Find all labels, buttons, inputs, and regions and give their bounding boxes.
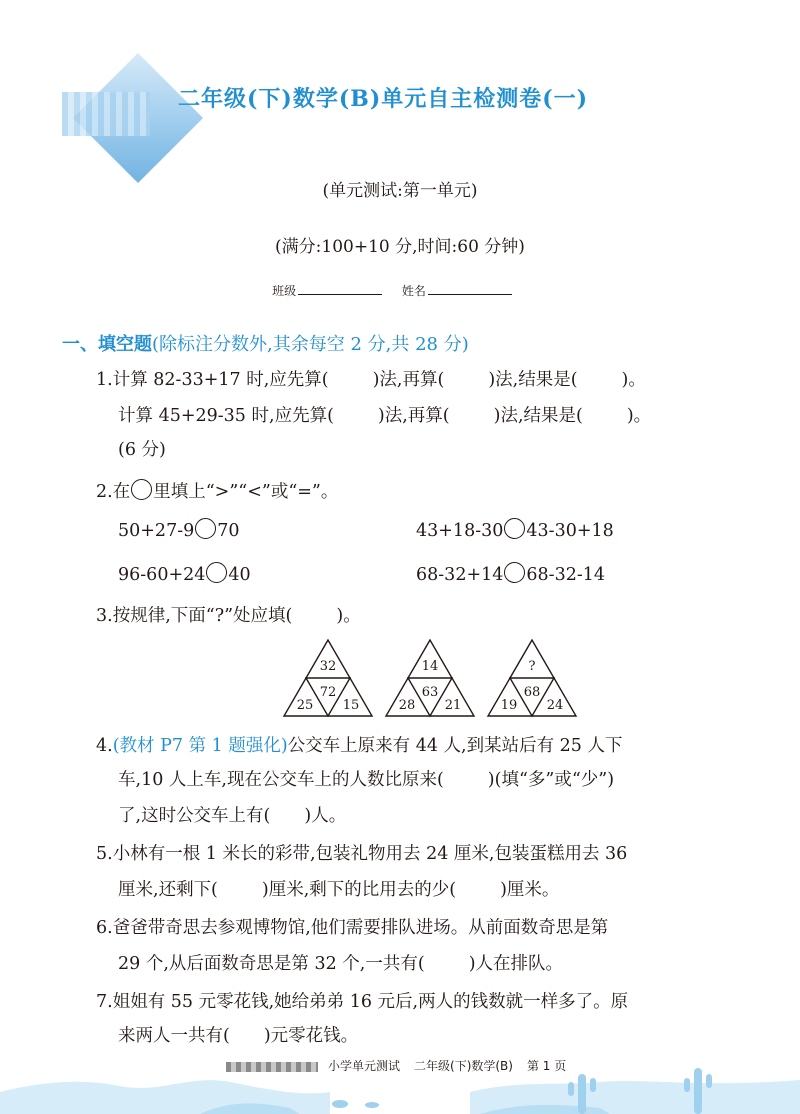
class-field[interactable] — [298, 294, 382, 295]
q4-number: 4. — [96, 736, 113, 756]
q2-item — [118, 518, 240, 541]
q1-score: (6 分) — [118, 440, 166, 460]
q5-text: )厘米。 — [500, 880, 560, 900]
compare-circle[interactable] — [195, 518, 216, 539]
name-label: 姓名 — [401, 284, 426, 298]
q4-text: 了,这时公交车上有( — [118, 806, 271, 826]
section-title: 一、填空题 — [62, 334, 152, 355]
footer-series: 小学单元测试 — [328, 1059, 401, 1073]
q1-text: )法,再算( — [372, 370, 445, 390]
q2-prompt — [96, 478, 338, 503]
q6-text: 29 个,从后面数奇思是第 32 个,一共有( — [118, 954, 425, 974]
compare-left: 50+27-9 — [118, 521, 195, 541]
section-note: (除标注分数外,其余每空 2 分,共 28 分) — [152, 334, 469, 355]
q3-text: )。 — [336, 606, 361, 626]
tri1-top: 32 — [319, 659, 337, 674]
q7-line2 — [118, 1022, 358, 1047]
q2-text: 里填上“>”“<”或“=”。 — [153, 482, 339, 502]
q6-line1: 6.爸爸带奇思去参观博物馆,他们需要排队进场。从前面数奇思是第 — [96, 918, 609, 938]
q1-line1 — [96, 366, 646, 391]
q6-text: )人在排队。 — [468, 954, 564, 974]
compare-left: 43+18-30 — [416, 521, 504, 541]
q4-line3 — [118, 802, 346, 827]
q4-text: 车,10 人上车,现在公交车上的人数比原来( — [118, 770, 444, 790]
tri1-middle: 72 — [319, 685, 337, 700]
compare-right: 70 — [217, 521, 240, 541]
tri2-middle: 63 — [421, 685, 439, 700]
triangle-figures — [280, 636, 580, 720]
q5-line1: 5.小林有一根 1 米长的彩带,包装礼物用去 24 厘米,包装蛋糕用去 36 — [96, 844, 628, 864]
tri1-right: 15 — [342, 698, 360, 713]
q6-line2 — [118, 950, 563, 975]
q4-text: )(填“多”或“少”) — [487, 770, 615, 790]
q1-text: )法,结果是( — [488, 370, 578, 390]
compare-circle[interactable] — [206, 562, 227, 583]
q1-text: )。 — [626, 406, 652, 426]
compare-right: 43-30+18 — [526, 521, 614, 541]
compare-right: 68-32-14 — [526, 565, 606, 585]
q4-text: )人。 — [304, 806, 347, 826]
unit-subtitle: (单元测试:第一单元) — [322, 181, 478, 201]
q2-item — [416, 518, 614, 541]
blurred-publisher — [226, 1062, 318, 1072]
q3-text: 3.按规律,下面“?”处应填( — [96, 606, 293, 626]
compare-left: 96-60+24 — [118, 565, 206, 585]
page-title: 二年级(下)数学(B)单元自主检测卷(一) — [178, 86, 589, 112]
tri3-middle: 68 — [523, 685, 541, 700]
tri2-right: 21 — [444, 698, 462, 713]
student-info — [0, 282, 800, 299]
tri3-right: 24 — [546, 698, 564, 713]
tri3-left: 19 — [500, 698, 518, 713]
q4-line1 — [96, 732, 623, 757]
camel-icon — [332, 1100, 379, 1108]
compare-left: 68-32+14 — [416, 565, 504, 585]
blurred-logo-text — [62, 92, 150, 136]
tri2-top: 14 — [421, 659, 439, 674]
compare-circle[interactable] — [504, 518, 525, 539]
tri1-left: 25 — [296, 698, 314, 713]
tri2-left: 28 — [398, 698, 416, 713]
score-info: (满分:100+10 分,时间:60 分钟) — [275, 237, 525, 257]
q1-text: )。 — [621, 370, 646, 390]
q4-line2 — [118, 766, 614, 791]
page-footer — [328, 1057, 580, 1074]
q7-text: )元零花钱。 — [263, 1026, 359, 1046]
class-label: 班级 — [272, 284, 297, 298]
q5-text: 厘米,还剩下( — [118, 880, 218, 900]
page-number: 第 1 页 — [526, 1059, 567, 1073]
q2-text: 2.在 — [96, 482, 131, 502]
tri3-top: ? — [528, 659, 536, 674]
q7-text: 来两人一共有( — [118, 1026, 230, 1046]
q1-text: 1.计算 82-33+17 时,应先算( — [96, 370, 329, 390]
q4-source-tag: (教材 P7 第 1 题强化) — [112, 736, 288, 756]
q1-text: )法,再算( — [377, 406, 450, 426]
q5-line2 — [118, 876, 559, 901]
circle-symbol — [131, 479, 152, 500]
q1-text: )法,结果是( — [493, 406, 583, 426]
q4-text: 公交车上原来有 44 人,到某站后有 25 人下 — [287, 736, 623, 756]
section-heading — [62, 330, 469, 356]
q5-text: )厘米,剩下的比用去的少( — [261, 880, 457, 900]
compare-circle[interactable] — [504, 562, 525, 583]
q2-item — [118, 562, 251, 585]
compare-right: 40 — [228, 565, 251, 585]
footer-subject: 二年级(下)数学(B) — [414, 1059, 513, 1073]
q1-text: 计算 45+29-35 时,应先算( — [118, 406, 334, 426]
name-field[interactable] — [428, 294, 512, 295]
q1-line2 — [118, 402, 651, 427]
q3-prompt — [96, 602, 361, 627]
q7-line1: 7.姐姐有 55 元零花钱,她给弟弟 16 元后,两人的钱数就一样多了。原 — [96, 992, 629, 1012]
q2-item — [416, 562, 605, 585]
